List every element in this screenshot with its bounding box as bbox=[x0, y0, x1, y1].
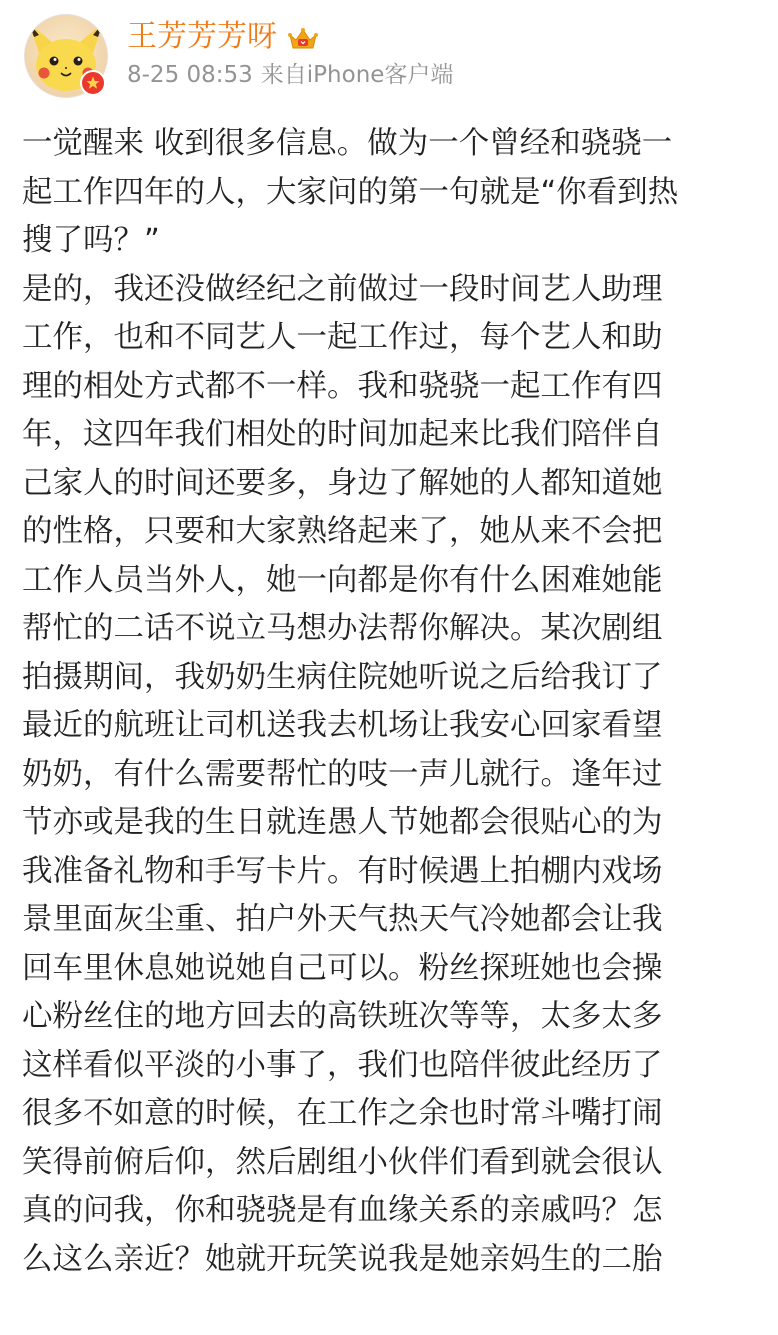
post-text-line: 一觉醒来 收到很多信息。做为一个曾经和骁骁一 bbox=[22, 126, 673, 161]
post-text-line: 很多不如意的时候，在工作之余也时常斗嘴打闹 bbox=[22, 1096, 663, 1131]
post-text-line: 景里面灰尘重、拍户外天气热天气冷她都会让我 bbox=[22, 902, 663, 937]
post-body bbox=[22, 120, 762, 1284]
post-text-line: 最近的航班让司机送我去机场让我安心回家看望 bbox=[22, 708, 663, 743]
username-link[interactable]: 王芳芳芳呀 bbox=[127, 19, 277, 54]
post-text-line: 这样看似平淡的小事了，我们也陪伴彼此经历了 bbox=[22, 1047, 663, 1083]
post-text-line: 年，这四年我们相处的时间加起来比我们陪伴自 bbox=[22, 417, 663, 452]
post-text-line: 搜了吗？” bbox=[22, 223, 160, 258]
post-text-line: 是的，我还没做经纪之前做过一段时间艺人助理 bbox=[22, 271, 663, 307]
verified-badge bbox=[80, 70, 106, 96]
post-header bbox=[0, 0, 778, 110]
vip-crown-icon[interactable] bbox=[287, 26, 319, 52]
verified-badge-icon bbox=[85, 75, 101, 91]
post-text-line: 回车里休息她说她自己可以。粉丝探班她也会操 bbox=[22, 950, 663, 986]
post-text-line: 拍摄期间，我奶奶生病住院她听说之后给我订了 bbox=[22, 659, 663, 695]
post-text-line: 真的问我，你和骁骁是有血缘关系的亲戚吗？怎 bbox=[22, 1193, 663, 1228]
post-text-line: 心粉丝住的地方回去的高铁班次等等，太多太多 bbox=[22, 999, 663, 1034]
post-text-line: 工作，也和不同艺人一起工作过，每个艺人和助 bbox=[22, 320, 663, 355]
post-text-line: 的性格，只要和大家熟络起来了，她从来不会把 bbox=[22, 514, 663, 549]
post-text-line: 笑得前俯后仰，然后剧组小伙伴们看到就会很认 bbox=[22, 1144, 663, 1180]
post-text-line: 我准备礼物和手写卡片。有时候遇上拍棚内戏场 bbox=[22, 853, 663, 889]
post-text-line: 节亦或是我的生日就连愚人节她都会很贴心的为 bbox=[22, 805, 663, 840]
post-meta bbox=[127, 60, 453, 90]
post-text-line: 么这么亲近？她就开玩笑说我是她亲妈生的二胎 bbox=[22, 1241, 663, 1277]
post-text-line: 工作人员当外人，她一向都是你有什么困难她能 bbox=[22, 562, 663, 598]
source-prefix: 来自 bbox=[260, 62, 307, 88]
post-text-line: 己家人的时间还要多，身边了解她的人都知道她 bbox=[22, 465, 663, 501]
source-client: iPhone客户端 bbox=[306, 62, 454, 88]
post-text-line: 起工作四年的人，大家问的第一句就是“你看到热 bbox=[22, 174, 679, 210]
post-text-line: 帮忙的二话不说立马想办法帮你解决。某次剧组 bbox=[22, 611, 663, 646]
post-text-line: 理的相处方式都不一样。我和骁骁一起工作有四 bbox=[22, 368, 663, 404]
post-timestamp[interactable]: 8-25 08:53 bbox=[127, 62, 253, 88]
post-text-line: 奶奶，有什么需要帮忙的吱一声儿就行。逢年过 bbox=[22, 756, 663, 792]
